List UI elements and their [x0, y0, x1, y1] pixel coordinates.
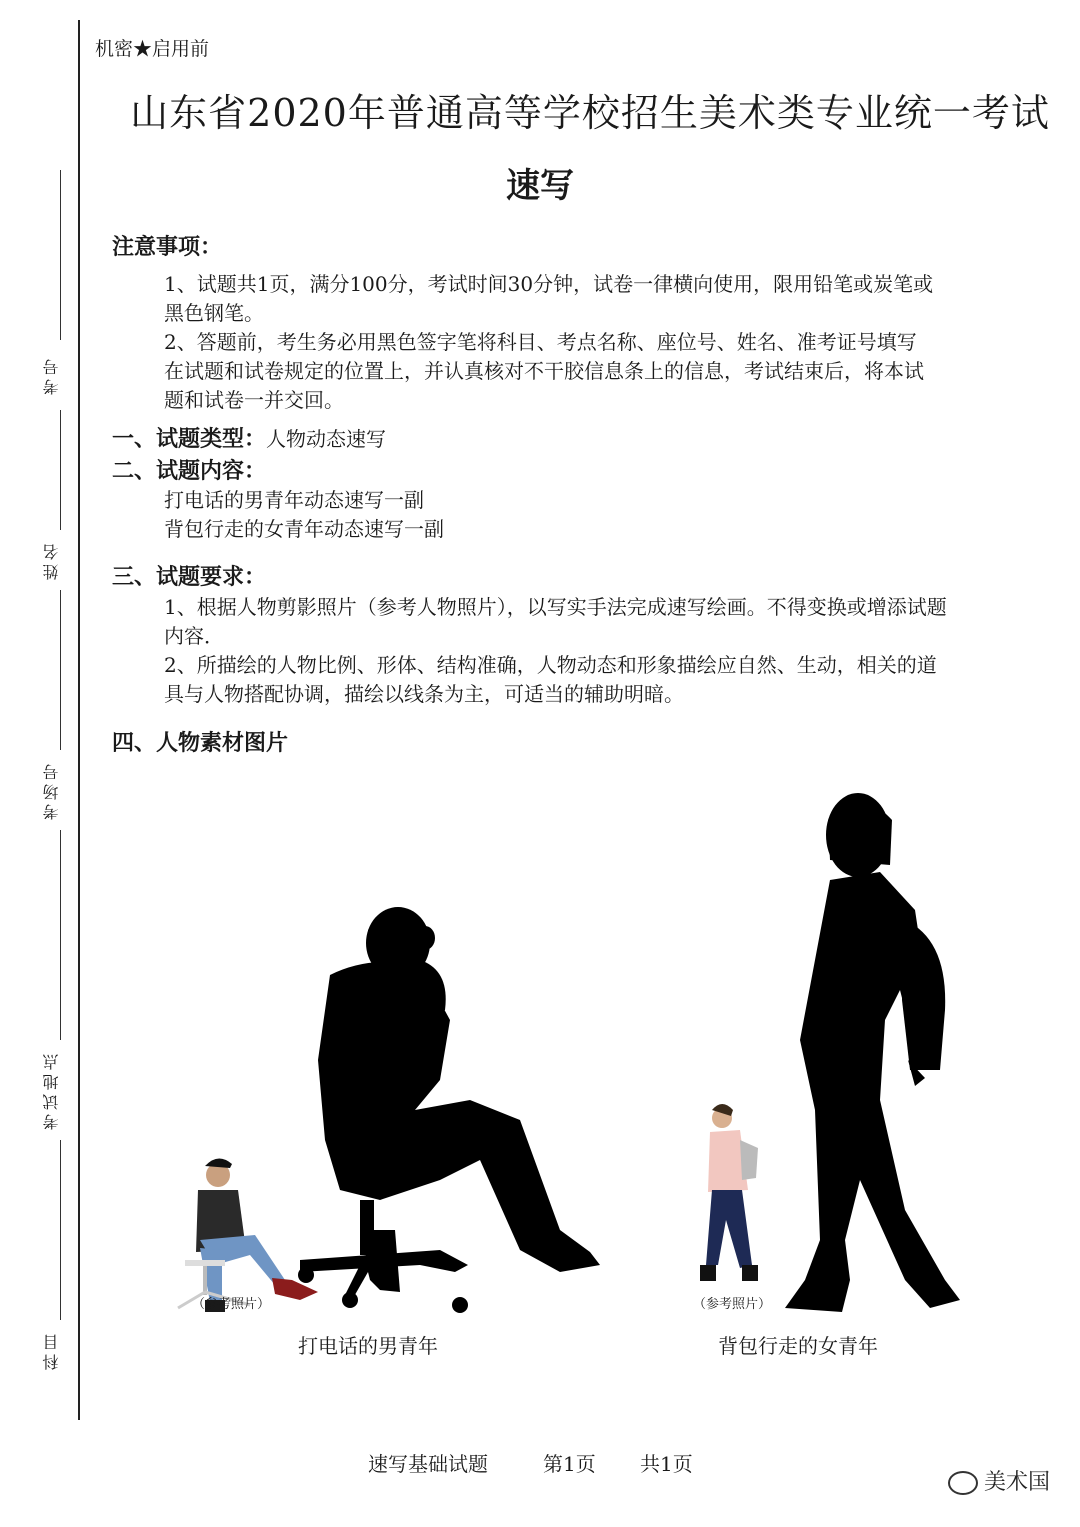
margin-label-name: 姓名: [42, 540, 61, 580]
requirement-line: 1、根据人物剪影照片（参考人物照片），以写实手法完成速写绘画。不得变换或增添试题: [164, 595, 947, 619]
confidential-mark: 机密★启用前: [95, 38, 210, 60]
footer-page: 第1页: [543, 1452, 596, 1476]
requirement-line: 具与人物搭配协调，描绘以线条为主，可适当的辅助明暗。: [164, 682, 684, 706]
section-content-heading: 二、试题内容：: [112, 459, 267, 484]
exam-subtitle: 速写: [506, 166, 574, 206]
notes-line: 题和试卷一并交回。: [164, 388, 344, 412]
man-reference-photo: [178, 1158, 318, 1312]
notes-line: 在试题和试卷规定的位置上，并认真核对不干胶信息条上的信息，考试结束后，将本试: [164, 359, 924, 383]
margin-fill-line: [60, 590, 61, 750]
section-content-body: [164, 486, 1014, 544]
woman-silhouette: [785, 793, 960, 1312]
notes-line: 1、试题共1页，满分100分，考试时间30分钟，试卷一律横向使用，限用铅笔或炭笔或: [164, 272, 934, 296]
margin-label-exam-room: 考场号: [42, 760, 61, 820]
section-type-heading: 一、试题类型：: [112, 427, 267, 452]
exam-title: 山东省2020年普通高等学校招生美术类专业统一考试: [130, 91, 1050, 135]
footer-total: 共1页: [640, 1452, 693, 1476]
margin-fill-line: [60, 410, 61, 530]
woman-reference-label: （参考照片）: [693, 1297, 772, 1312]
wechat-icon: [948, 1471, 978, 1495]
watermark: [948, 1465, 1050, 1496]
margin-label-exam-number: 考号: [42, 355, 61, 395]
notes-line: 黑色钢笔。: [164, 301, 264, 325]
figure-illustrations: [0, 760, 1080, 1320]
woman-reference-photo: [700, 1104, 758, 1281]
man-silhouette: [298, 907, 600, 1313]
man-caption: 打电话的男青年: [298, 1334, 438, 1358]
section-type-value: 人物动态速写: [266, 427, 387, 451]
margin-label-subject: 科目: [42, 1330, 61, 1370]
content-line: 打电话的男青年动态速写一副: [164, 488, 424, 512]
man-reference-label: （参考照片）: [192, 1297, 271, 1312]
section-type: [112, 422, 386, 453]
notes-body: [164, 270, 1014, 415]
content-line: 背包行走的女青年动态速写一副: [164, 517, 444, 541]
notes-heading: 注意事项：: [112, 235, 223, 260]
watermark-text: 美术国: [983, 1470, 1050, 1495]
woman-caption: 背包行走的女青年: [718, 1334, 878, 1358]
notes-line: 2、答题前，考生务必用黑色签字笔将科目、考点名称、座位号、姓名、准考证号填写: [164, 330, 917, 354]
requirement-line: 2、所描绘的人物比例、形体、结构准确，人物动态和形象描绘应自然、生动，相关的道: [164, 653, 937, 677]
section-requirements-heading: 三、试题要求：: [112, 565, 267, 590]
section-images-heading: 四、人物素材图片: [112, 731, 289, 756]
margin-label-exam-location: 考试地点: [42, 1050, 61, 1130]
footer-subject: 速写基础试题: [368, 1452, 488, 1476]
section-requirements-body: [164, 593, 1014, 709]
requirement-line: 内容．: [164, 624, 224, 648]
